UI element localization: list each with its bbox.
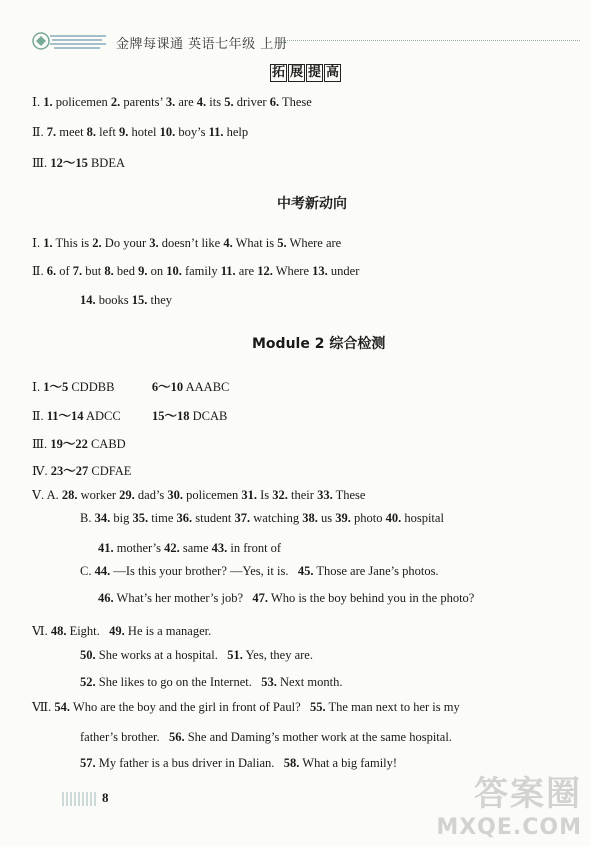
answer-line: 52. She likes to go on the Internet. 53. Next month. (80, 675, 343, 689)
answer-line: 50. She works at a hospital. 51. Yes, they are. (80, 648, 313, 662)
footer-decoration (62, 792, 98, 806)
answer-line: Ⅲ. 19～22 CABD (32, 437, 126, 451)
section-title-module-test: Module 2 综合检测 (252, 336, 386, 352)
section-title-exam: 中考新动向 (277, 196, 347, 212)
watermark-url: MXQE.COM (436, 815, 582, 840)
answer-line: 41. mother’s 42. same 43. in front of (98, 541, 282, 555)
page-number: 8 (102, 790, 109, 805)
boxed-char: 高 (326, 65, 340, 80)
answer-line: C. 44. —Is this your brother? —Yes, it is. 45. Those are Jane’s photos. (80, 564, 439, 578)
header-title: 金牌每课通 英语七年级 上册 (116, 37, 288, 52)
answer-line: Ⅱ. 6. of 7. but 8. bed 9. on 10. family 11. are 12. Where 13. under (32, 264, 360, 278)
watermark (436, 766, 582, 840)
boxed-char: 拓 (272, 65, 286, 80)
answer-line: Ⅱ. 7. meet 8. left 9. hotel 10. boy’s 11. help (32, 125, 249, 139)
page-header (30, 30, 570, 52)
boxed-char: 展 (290, 65, 304, 80)
answer-line: Ⅰ. 1. policemen 2. parents’ 3. are 4. its 5. driver 6. These (32, 95, 312, 109)
answer-line: 57. My father is a bus driver in Dalian. 58. What a big family! (80, 756, 398, 770)
section-title-expansion (270, 63, 342, 82)
answer-line: Ⅶ. 54. Who are the boy and the girl in front of Paul? 55. The man next to her is my (32, 700, 460, 714)
answer-line: Ⅵ. 48. Eight. 49. He is a manager. (32, 624, 212, 638)
header-rule (280, 40, 580, 41)
answer-line: Ⅰ. 1. This is 2. Do your 3. doesn’t like 4. What is 5. Where are (32, 236, 342, 250)
answer-line: Ⅰ. 1～5 CDDBB 6～10 AAABC (32, 380, 230, 394)
answer-line: Ⅴ. A. 28. worker 29. dad’s 30. policemen 31. Is 32. their 33. These (32, 488, 366, 502)
answer-line: B. 34. big 35. time 36. student 37. watching 38. us 39. photo 40. hospital (80, 511, 444, 525)
answer-line: father’s brother. 56. She and Daming’s mother work at the same hospital. (80, 730, 452, 744)
answer-line: Ⅱ. 11～14 ADCC 15～18 DCAB (32, 409, 228, 423)
book-logo-icon (30, 30, 108, 52)
boxed-char: 提 (308, 65, 322, 80)
answer-line: 14. books 15. they (80, 293, 173, 307)
page-footer (62, 788, 142, 810)
answer-line: Ⅲ. 12～15 BDEA (32, 156, 125, 170)
answer-line: Ⅳ. 23～27 CDFAE (32, 464, 132, 478)
watermark-text: 答案圈 (474, 774, 582, 814)
answer-line: 46. What’s her mother’s job? 47. Who is the boy behind you in the photo? (98, 591, 475, 605)
